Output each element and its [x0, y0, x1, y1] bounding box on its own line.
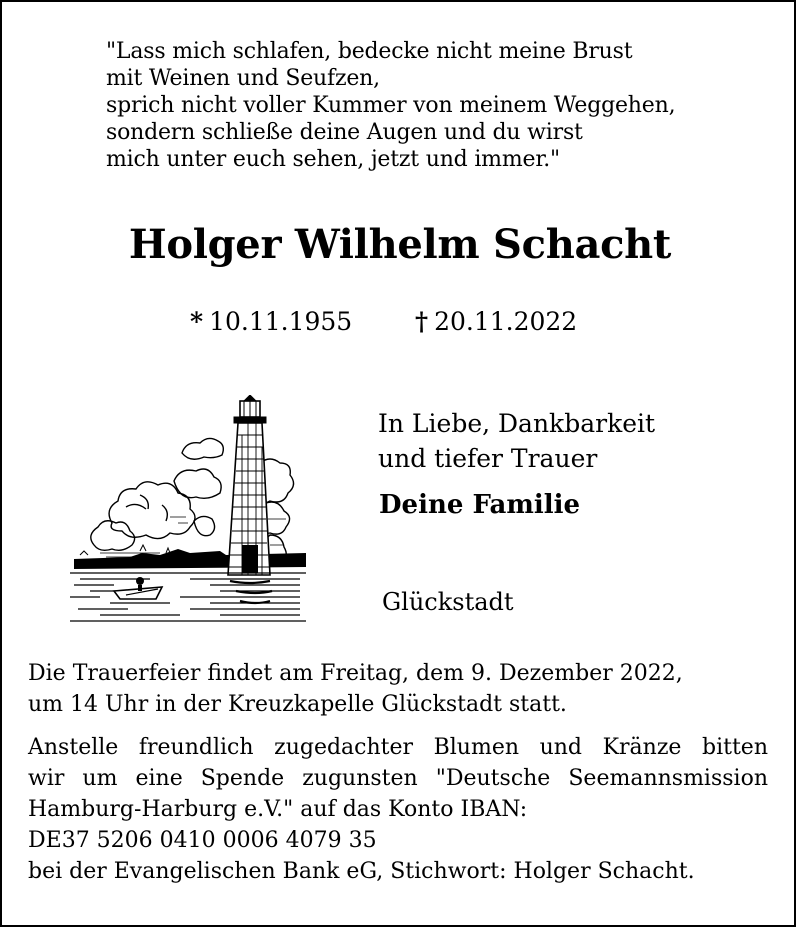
donation-line: wir um eine Spende zugunsten "Deutsche Seemannsmission [28, 766, 768, 791]
donation-line: Hamburg-Harburg e.V." auf das Konto IBAN: [28, 797, 528, 822]
donation-line: bei der Evangelischen Bank eG, Stichwort: Holger Schacht. [28, 859, 695, 884]
death-cross-icon: † [415, 307, 429, 336]
poem-line: sprich nicht voller Kummer von meinem Weggehen, [106, 93, 676, 118]
family-signature: Deine Familie [379, 490, 581, 520]
mourning-line: In Liebe, Dankbarkeit [378, 409, 656, 438]
deceased-name: Holger Wilhelm Schacht [128, 221, 672, 268]
birth-date-line [190, 307, 352, 336]
poem-line: mit Weinen und Seufzen, [106, 66, 380, 91]
iban: DE37 5206 0410 0006 4079 35 [28, 828, 377, 853]
poem-line: sondern schließe deine Augen und du wirst [106, 120, 583, 145]
birth-star-icon: * [190, 307, 204, 336]
death-date: 20.11.2022 [434, 307, 578, 336]
place-name: Glückstadt [382, 588, 514, 616]
death-date-line [415, 307, 577, 336]
service-line: Die Trauerfeier findet am Freitag, dem 9. Dezember 2022, [28, 661, 683, 686]
funeral-service-info [28, 658, 778, 720]
mourning-line: und tiefer Trauer [378, 444, 598, 473]
service-line: um 14 Uhr in der Kreuzkapelle Glückstadt statt. [28, 692, 567, 717]
donation-line: Anstelle freundlich zugedachter Blumen und Kränze bitten [28, 735, 768, 760]
poem-line: "Lass mich schlafen, bedecke nicht meine Brust [106, 39, 633, 64]
poem-quote [106, 38, 766, 173]
poem-line: mich unter euch sehen, jetzt und immer." [106, 147, 560, 172]
mourning-text [378, 406, 655, 476]
donation-request [28, 732, 768, 887]
lighthouse-illustration-icon [70, 395, 306, 627]
birth-date: 10.11.1955 [209, 307, 353, 336]
